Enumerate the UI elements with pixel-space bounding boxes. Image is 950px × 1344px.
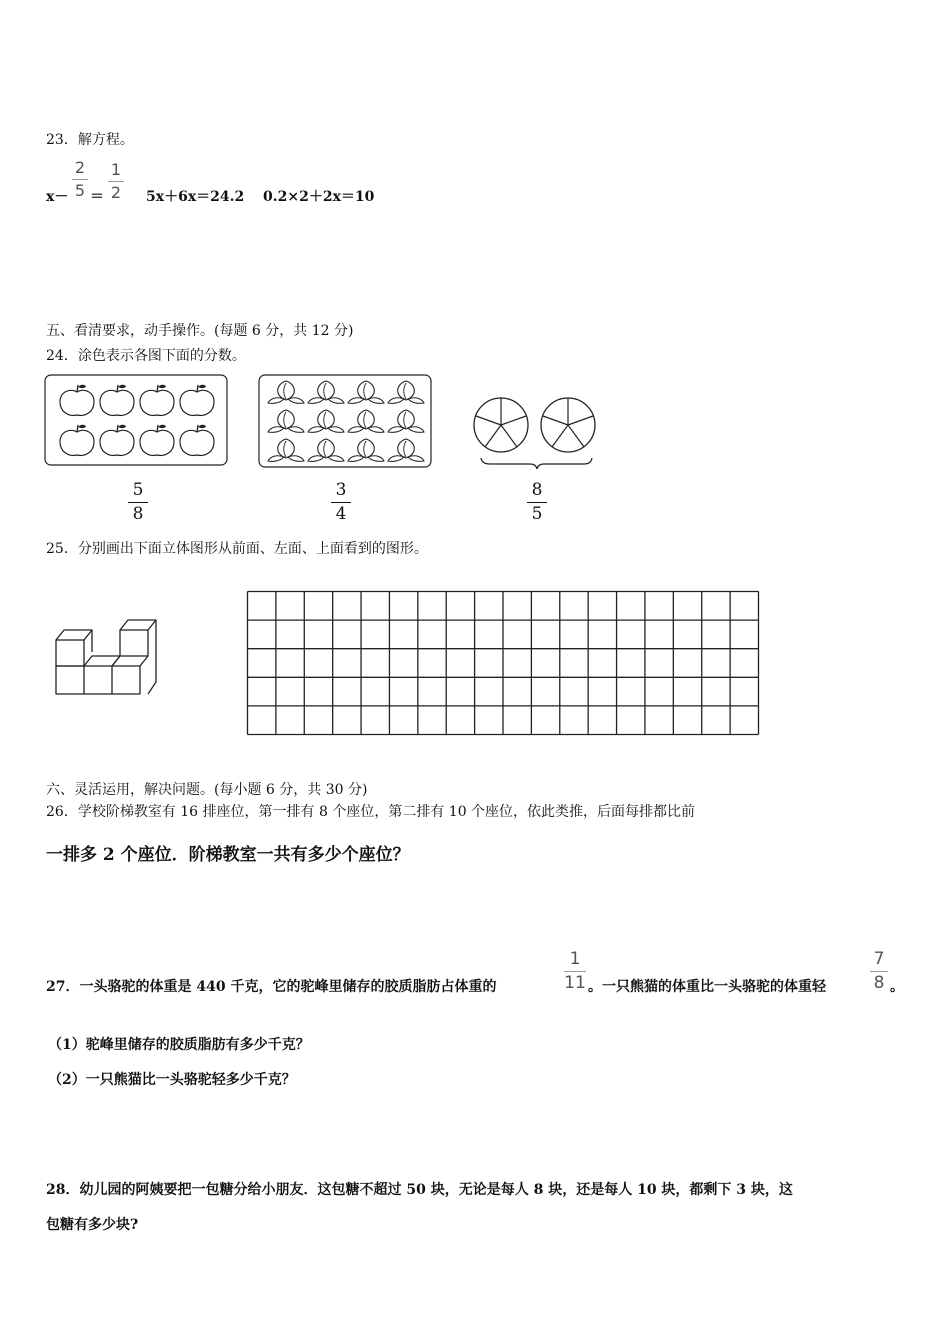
q27-frac2-numerator: 7 xyxy=(873,949,885,969)
eq3: 0.2×2＋2x＝10 xyxy=(263,189,375,205)
apple-icon xyxy=(140,425,174,456)
q26-line1-text: 26．学校阶梯教室有 16 排座位，第一排有 8 个座位，第二排有 10 个座位，依此类推，后面每排都比前 xyxy=(46,804,696,820)
apple-group xyxy=(60,385,214,456)
circle-right xyxy=(541,398,595,452)
apple-icon xyxy=(180,385,214,416)
eq2: 5x＋6x＝24.2 xyxy=(146,189,245,205)
eq1-equals: ＝ xyxy=(90,189,104,205)
peach-group xyxy=(268,381,424,461)
eq1-frac2-denominator: 2 xyxy=(110,183,122,202)
q27-fraction-2 xyxy=(870,951,888,992)
apple-icon xyxy=(100,425,134,456)
q26-line2: 一排多 2 个座位．阶梯教室一共有多少个座位？ xyxy=(46,845,410,865)
apple-icon xyxy=(60,385,94,416)
q26-line1 xyxy=(46,801,695,821)
apple-icon xyxy=(100,385,134,416)
q23-title: 23．解方程。 xyxy=(46,132,134,148)
peach-icon xyxy=(308,410,344,432)
apple-icon xyxy=(180,425,214,456)
peach-fraction-numerator: 3 xyxy=(335,480,347,500)
section6-heading: 六、灵活运用，解决问题。(每小题 6 分，共 30 分) xyxy=(46,782,368,798)
q27-frac1-numerator: 1 xyxy=(569,949,581,969)
apple-fraction xyxy=(128,482,148,523)
q24-figures xyxy=(40,370,610,470)
peach-icon xyxy=(388,381,424,403)
drawing-grid[interactable] xyxy=(246,590,760,736)
peach-icon xyxy=(268,381,304,403)
circle-left xyxy=(474,398,528,452)
circle-fraction xyxy=(527,482,547,523)
peach-fraction-denominator: 4 xyxy=(335,504,347,524)
apple-fraction-denominator: 8 xyxy=(132,504,144,524)
eq1-frac1-numerator: 2 xyxy=(74,158,86,177)
peach-icon xyxy=(268,439,304,461)
apple-box xyxy=(45,375,227,465)
q27-frac2-denominator: 8 xyxy=(873,973,885,993)
peach-icon xyxy=(388,439,424,461)
peach-icon xyxy=(388,410,424,432)
cube-solid xyxy=(50,612,165,702)
q28-line2: 包糖有多少块? xyxy=(46,1217,139,1233)
peach-icon xyxy=(308,381,344,403)
eq1-prefix: x－ xyxy=(46,189,69,205)
q27-sub2: （2）一只熊猫比一头骆驼轻多少千克？ xyxy=(48,1072,296,1088)
apple-icon xyxy=(60,425,94,456)
circle-fraction-numerator: 8 xyxy=(531,480,543,500)
peach-box xyxy=(259,375,431,467)
peach-icon xyxy=(268,410,304,432)
q27-fraction-1 xyxy=(564,951,586,992)
q24-title: 24．涂色表示各图下面的分数。 xyxy=(46,348,246,364)
eq1-fraction-2 xyxy=(108,162,124,201)
apple-icon xyxy=(140,385,174,416)
apple-fraction-numerator: 5 xyxy=(132,480,144,500)
peach-icon xyxy=(348,381,384,403)
q27-text-c: 。 xyxy=(890,979,904,995)
q28-line1: 28．幼儿园的阿姨要把一包糖分给小朋友．这包糖不超过 50 块，无论是每人 8 块，还是每人 10 块，都剩下 3 块，这 xyxy=(46,1182,793,1198)
peach-icon xyxy=(348,410,384,432)
peach-icon xyxy=(348,439,384,461)
q27-text-b: 。一只熊猫的体重比一头骆驼的体重轻 xyxy=(588,979,826,995)
q27-frac1-denominator: 11 xyxy=(564,973,586,993)
eq1-frac2-numerator: 1 xyxy=(110,160,122,179)
q27-text-a: 27．一头骆驼的体重是 440 千克，它的驼峰里储存的胶质脂肪占体重的 xyxy=(46,979,497,995)
eq1-fraction-1 xyxy=(72,160,88,199)
q27-sub1: （1）驼峰里储存的胶质脂肪有多少千克？ xyxy=(48,1037,310,1053)
eq1-frac1-denominator: 5 xyxy=(74,181,86,200)
peach-fraction xyxy=(331,482,351,523)
peach-icon xyxy=(308,439,344,461)
q25-title: 25．分别画出下面立体图形从前面、左面、上面看到的图形。 xyxy=(46,541,428,557)
circle-fraction-denominator: 5 xyxy=(531,504,543,524)
brace xyxy=(481,458,592,469)
section5-heading: 五、看清要求，动手操作。(每题 6 分，共 12 分) xyxy=(46,323,354,339)
